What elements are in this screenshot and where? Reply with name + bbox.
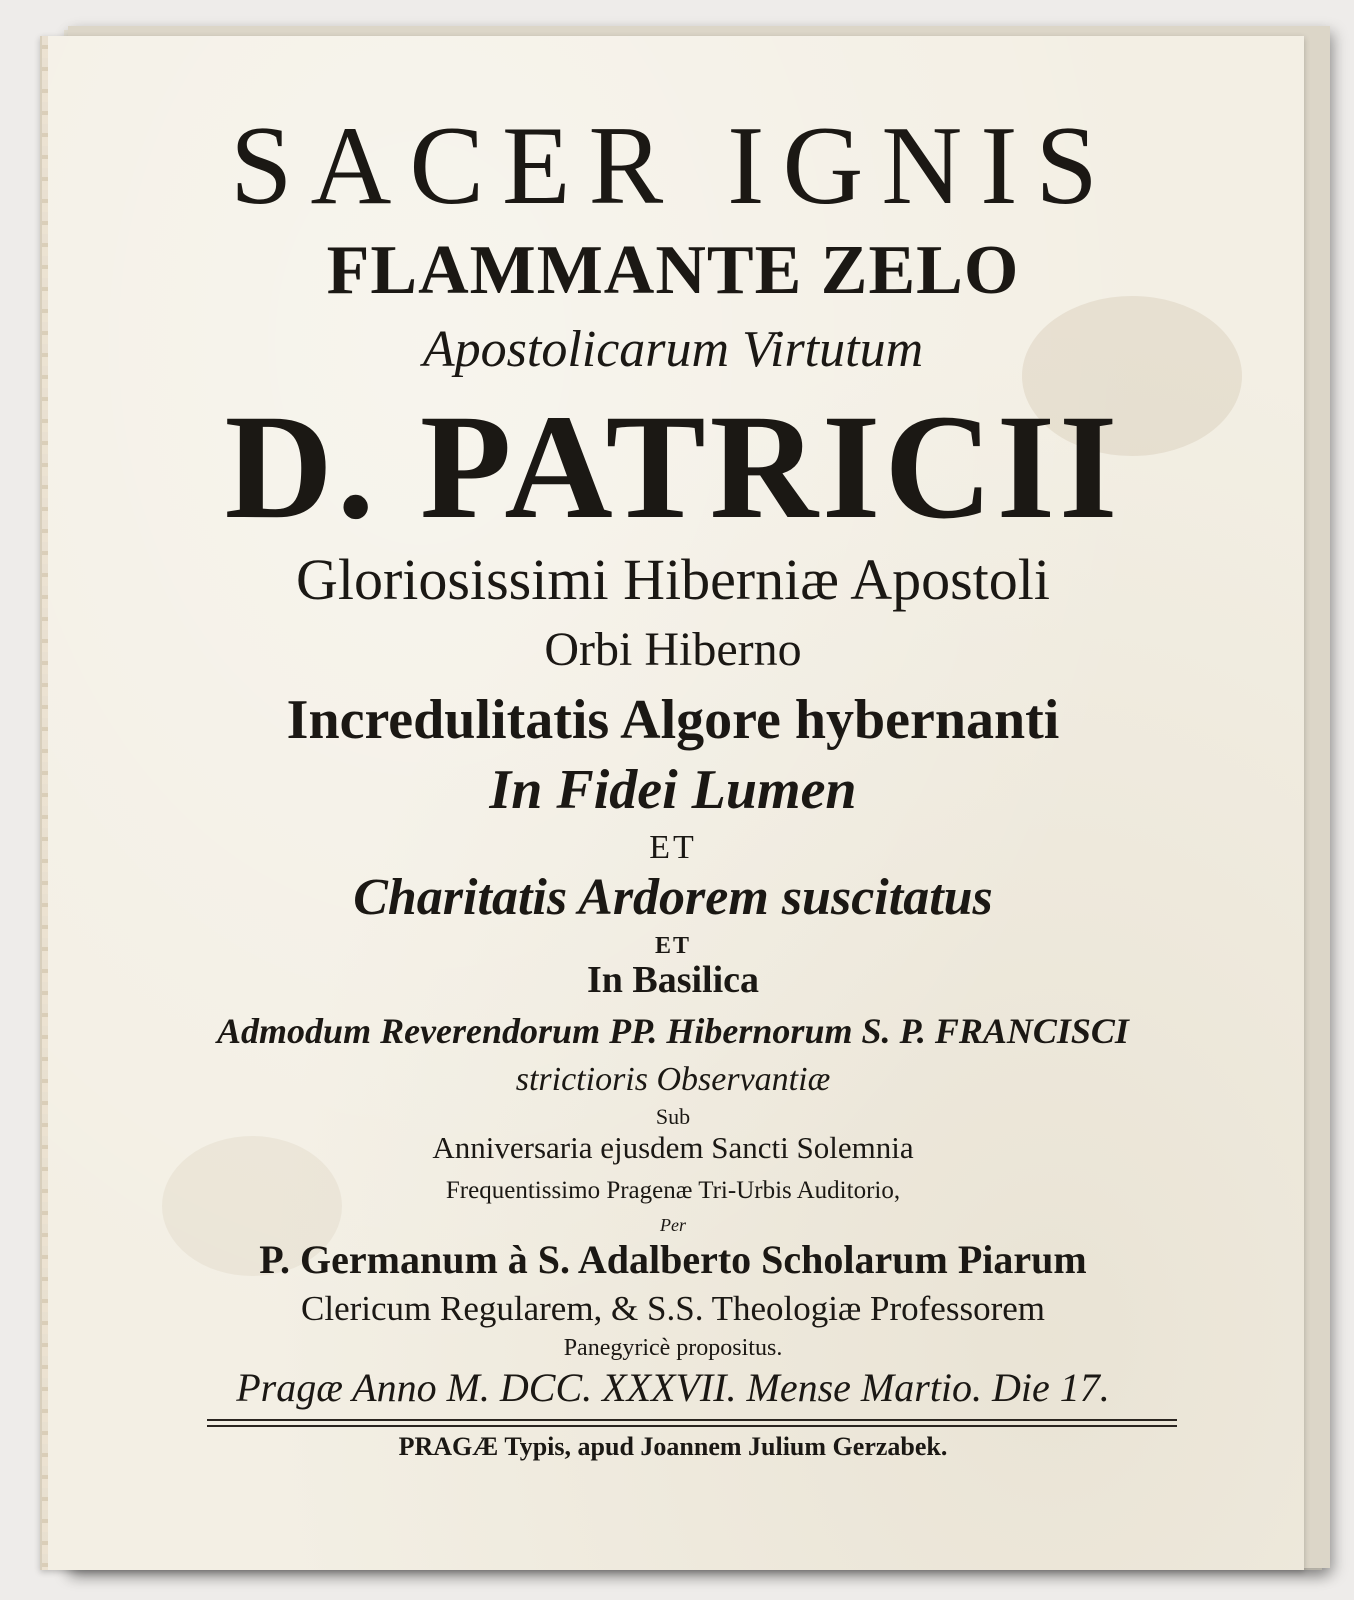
title-line-15: Sub: [655, 1104, 691, 1129]
double-rule-bottom: [207, 1425, 1177, 1427]
double-rule-top: [207, 1419, 1177, 1421]
title-line-4: D. PATRICII: [224, 384, 1122, 550]
title-line-1: SACER IGNIS: [230, 104, 1116, 228]
title-line-14: strictioris Observantiæ: [515, 1061, 831, 1098]
title-line-20: Clericum Regularem, & S.S. Theologiæ Professorem: [301, 1289, 1045, 1328]
title-line-13: Admodum Reverendorum PP. Hibernorum S. P. FRANCISCI: [217, 1011, 1129, 1051]
title-line-6: Orbi Hiberno: [544, 623, 802, 676]
title-line-9: ET: [649, 829, 697, 866]
title-line-18: Per: [660, 1215, 686, 1235]
title-line-2: FLAMMANTE ZELO: [326, 232, 1020, 309]
title-line-12: In Basilica: [586, 959, 760, 1001]
title-line-10: Charitatis Ardorem suscitatus: [353, 869, 993, 926]
title-line-22: Pragæ Anno M. DCC. XXXVII. Mense Martio. Die 17.: [236, 1365, 1110, 1410]
title-line-5: Gloriosissimi Hiberniæ Apostoli: [295, 547, 1051, 612]
title-line-11: ET: [654, 933, 691, 959]
title-line-17: Frequentissimo Pragenæ Tri-Urbis Auditorio,: [445, 1177, 901, 1204]
title-page-text: [42, 36, 1304, 1570]
title-line-3: Apostolicarum Virtutum: [422, 321, 924, 378]
title-line-19: P. Germanum à S. Adalberto Scholarum Piarum: [259, 1237, 1087, 1282]
title-page: [40, 36, 1304, 1570]
title-line-16: Anniversaria ejusdem Sancti Solemnia: [432, 1130, 914, 1165]
title-line-8: In Fidei Lumen: [489, 759, 857, 821]
title-line-7: Incredulitatis Algore hybernanti: [286, 689, 1060, 751]
imprint-line: PRAGÆ Typis, apud Joannem Julium Gerzabek.: [398, 1432, 948, 1461]
title-line-21: Panegyricè propositus.: [563, 1335, 783, 1361]
